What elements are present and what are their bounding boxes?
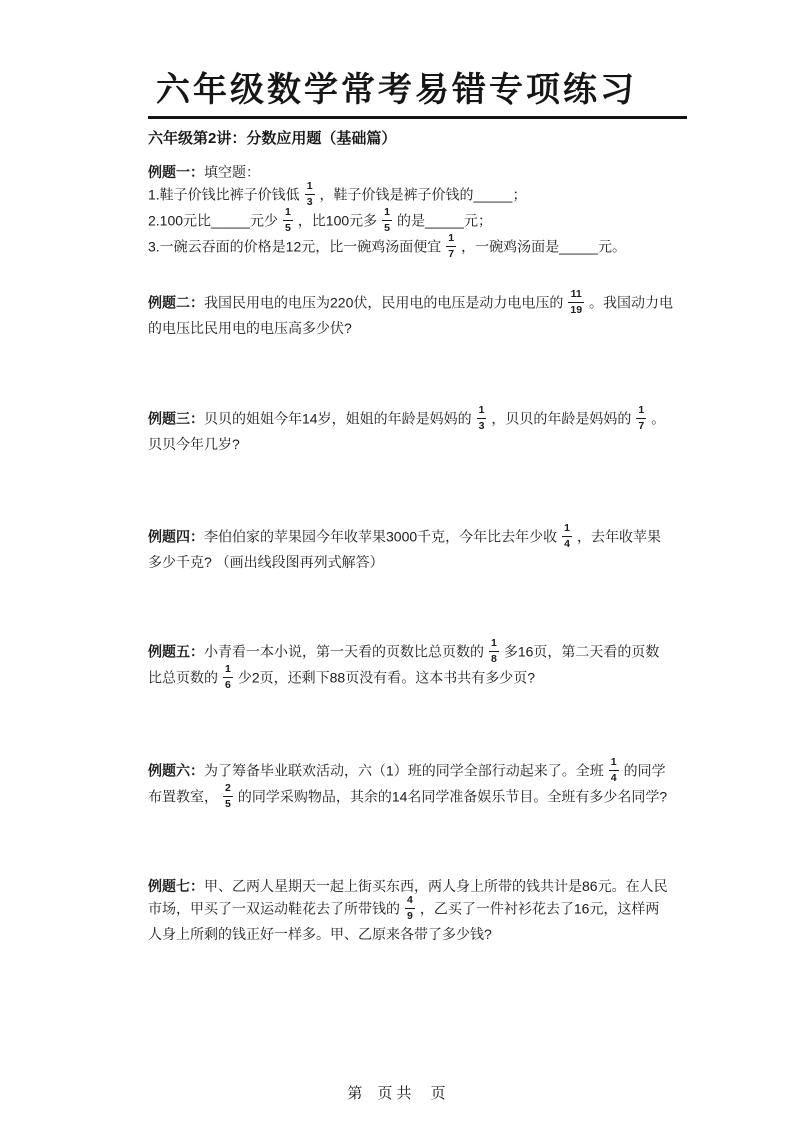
fraction-numerator: 1 bbox=[225, 663, 231, 675]
problem-line bbox=[148, 232, 700, 261]
fraction-denominator: 8 bbox=[491, 652, 497, 665]
fraction-denominator: 7 bbox=[638, 419, 645, 432]
problem-text: ，鞋子价钱是裤子价钱的_____； bbox=[319, 186, 527, 203]
fraction-numerator: 1 bbox=[564, 522, 570, 534]
fraction-numerator: 4 bbox=[407, 894, 413, 906]
fraction-denominator: 5 bbox=[284, 221, 291, 234]
page-title: 六年级数学常考易错专项练习 bbox=[156, 71, 637, 109]
problem-label: 例题六： bbox=[148, 762, 204, 779]
problem-text: 的同学 bbox=[623, 762, 666, 779]
problem-line bbox=[148, 923, 700, 945]
problem-line bbox=[148, 288, 700, 317]
fraction bbox=[446, 233, 456, 259]
problem-text: ，乙买了一件衬衫花去了16元，这样两 bbox=[419, 900, 660, 917]
problem-text: 的是_____元； bbox=[397, 212, 492, 229]
fraction bbox=[562, 523, 572, 549]
problem-text: 多少千克? （画出线段图再列式解答） bbox=[148, 554, 384, 570]
problem-example-4 bbox=[148, 522, 700, 573]
fraction-denominator: 3 bbox=[478, 419, 485, 432]
problem-label: 例题一： bbox=[148, 164, 204, 180]
fraction bbox=[489, 638, 499, 664]
problem-text: 比总页数的 bbox=[148, 669, 218, 686]
fraction-numerator: 1 bbox=[638, 404, 645, 416]
problem-text: 多16页，第二天看的页数 bbox=[503, 643, 660, 660]
problem-example-3 bbox=[148, 404, 700, 455]
fraction bbox=[223, 664, 233, 690]
problem-text: ，贝贝的年龄是妈妈的 bbox=[491, 410, 632, 427]
fraction-numerator: 1 bbox=[491, 637, 497, 649]
fraction bbox=[405, 895, 415, 921]
problem-label: 例题三： bbox=[148, 410, 204, 427]
problem-text: 2.100元比_____元少 bbox=[148, 212, 278, 229]
problem-text: 。 bbox=[651, 410, 666, 427]
problem-text: 1.鞋子价钱比裤子价钱低 bbox=[148, 186, 300, 203]
fraction bbox=[283, 207, 293, 233]
fraction bbox=[382, 207, 392, 233]
fraction-denominator: 7 bbox=[448, 247, 455, 260]
problem-text: ，去年收苹果 bbox=[577, 528, 661, 545]
fraction bbox=[477, 405, 487, 431]
problem-line bbox=[148, 663, 700, 692]
problem-label: 例题二： bbox=[148, 294, 204, 311]
problem-line bbox=[148, 522, 700, 551]
fraction bbox=[223, 783, 233, 809]
fraction bbox=[636, 405, 646, 431]
problem-line bbox=[148, 782, 700, 811]
problem-text: 。我国动力电 bbox=[589, 294, 674, 311]
problem-example-1 bbox=[148, 161, 700, 261]
problem-label: 例题五： bbox=[148, 643, 204, 660]
problem-text: 甲、乙两人星期天一起上街买东西，两人身上所带的钱共计是86元。在人民 bbox=[204, 878, 668, 894]
fraction-denominator: 6 bbox=[225, 678, 231, 691]
problem-text: 为了筹备毕业联欢活动，六（1）班的同学全部行动起来了。全班 bbox=[204, 762, 604, 779]
fraction-denominator: 4 bbox=[610, 771, 617, 784]
fraction-denominator: 5 bbox=[225, 797, 231, 810]
problem-text: 我国民用电的电压为220伏，民用电的电压是动力电电压的 bbox=[204, 294, 564, 311]
fraction-numerator: 11 bbox=[570, 288, 582, 300]
fraction-numerator: 1 bbox=[284, 206, 291, 218]
problem-text: 少2页，还剩下88页没有看。这本书共有多少页? bbox=[237, 669, 535, 686]
problem-example-6 bbox=[148, 756, 700, 811]
problem-example-2 bbox=[148, 288, 700, 339]
problem-text: ，比100元多 bbox=[297, 212, 378, 229]
problem-text: 填空题： bbox=[204, 164, 260, 180]
problem-line bbox=[148, 317, 700, 339]
fraction-denominator: 9 bbox=[407, 909, 413, 922]
fraction-denominator: 3 bbox=[306, 195, 313, 208]
problem-example-5 bbox=[148, 637, 700, 692]
problem-text: 小青看一本小说，第一天看的页数比总页数的 bbox=[204, 643, 484, 660]
problem-text: 人身上所剩的钱正好一样多。甲、乙原来各带了多少钱? bbox=[148, 926, 492, 942]
problem-text: 李伯伯家的苹果园今年收苹果3000千克，今年比去年少收 bbox=[204, 528, 558, 545]
problem-line bbox=[148, 404, 700, 433]
problem-line bbox=[148, 875, 700, 897]
fraction-numerator: 1 bbox=[384, 206, 391, 218]
problem-line bbox=[148, 161, 700, 183]
fraction bbox=[568, 289, 584, 315]
problem-line bbox=[148, 180, 700, 209]
fraction-denominator: 19 bbox=[570, 303, 583, 316]
fraction-denominator: 4 bbox=[564, 537, 570, 550]
problem-text: 的电压比民用电的电压高多少伏? bbox=[148, 320, 352, 336]
problem-text: 的同学采购物品，其余的14名同学准备娱乐节目。全班有多少名同学? bbox=[237, 788, 668, 805]
fraction-denominator: 5 bbox=[384, 221, 391, 234]
page-footer: 第 页 共 页 bbox=[347, 1085, 446, 1102]
lesson-heading: 六年级第2讲：分数应用题（基础篇） bbox=[148, 130, 397, 147]
problem-line bbox=[148, 551, 700, 573]
problem-text: 贝贝今年几岁? bbox=[148, 436, 240, 452]
problem-text: 布置教室， bbox=[148, 788, 218, 805]
problem-text: ，一碗鸡汤面是_____元。 bbox=[461, 238, 627, 255]
fraction-numerator: 2 bbox=[225, 782, 231, 794]
problem-line bbox=[148, 206, 700, 235]
problem-line bbox=[148, 894, 700, 923]
fraction-numerator: 1 bbox=[448, 232, 455, 244]
fraction bbox=[305, 181, 315, 207]
problem-line bbox=[148, 433, 700, 455]
problem-label: 例题七： bbox=[148, 878, 204, 894]
fraction-numerator: 1 bbox=[610, 756, 617, 768]
fraction bbox=[609, 757, 619, 783]
problem-text: 贝贝的姐姐今年14岁，姐姐的年龄是妈妈的 bbox=[204, 410, 472, 427]
fraction-numerator: 1 bbox=[306, 180, 313, 192]
problem-text: 3.一碗云吞面的价格是12元，比一碗鸡汤面便宜 bbox=[148, 238, 442, 255]
problem-label: 例题四： bbox=[148, 528, 204, 545]
problem-text: 市场，甲买了一双运动鞋花去了所带钱的 bbox=[148, 900, 400, 917]
fraction-numerator: 1 bbox=[478, 404, 485, 416]
problem-example-7 bbox=[148, 875, 700, 945]
